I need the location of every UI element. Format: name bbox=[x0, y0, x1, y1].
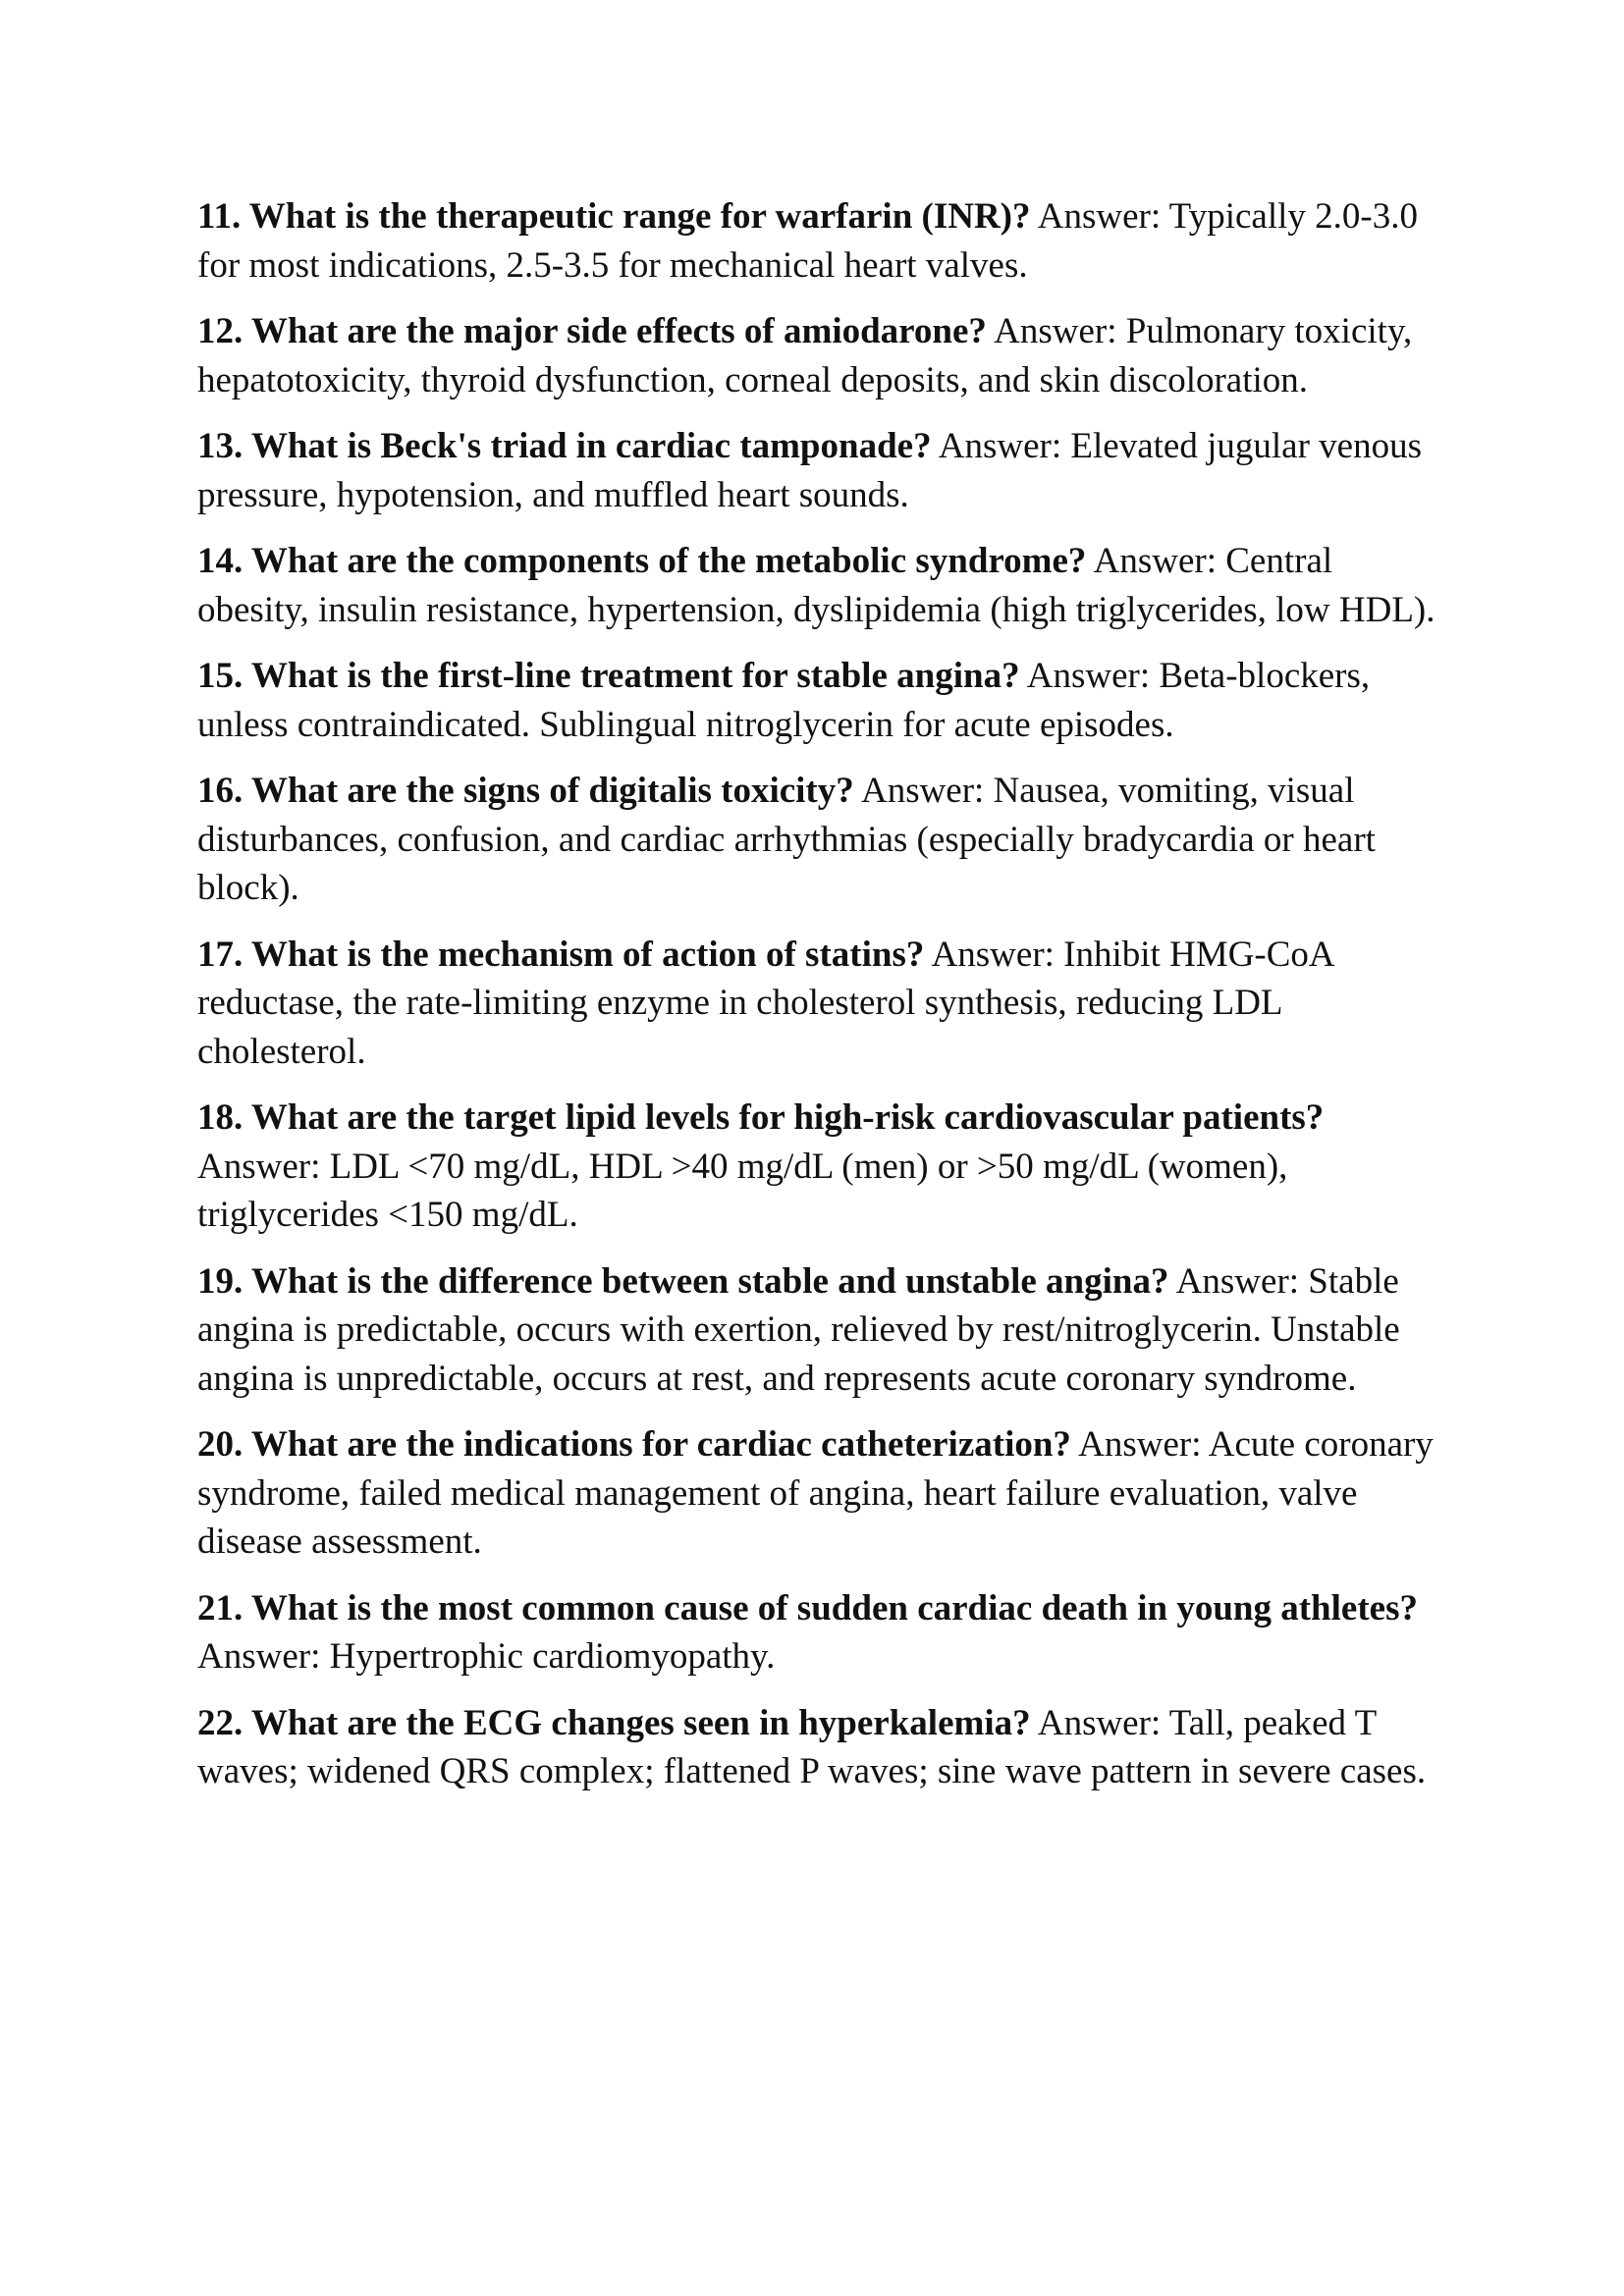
qa-item-12 bbox=[197, 307, 1444, 404]
question-text: 16. What are the signs of digitalis toxicity? bbox=[197, 771, 854, 811]
answer-text: Answer: Inhibit HMG-CoA reductase, the rate-limiting enzyme in cholesterol synthesis, reducing LDL cholesterol. bbox=[197, 934, 1333, 1072]
qa-item-11 bbox=[197, 192, 1444, 290]
document-page bbox=[197, 192, 1444, 1814]
answer-text: Answer: Pulmonary toxicity, hepatotoxicity, thyroid dysfunction, corneal deposits, and skin discoloration. bbox=[197, 311, 1413, 400]
qa-item-22 bbox=[197, 1699, 1444, 1796]
answer-text: Answer: Stable angina is predictable, occurs with exertion, relieved by rest/nitroglycerin. Unstable angina is unpredictable, occurs at rest, and represents acute coronary syndrome. bbox=[197, 1260, 1400, 1399]
question-text: 19. What is the difference between stable and unstable angina? bbox=[197, 1260, 1169, 1302]
qa-item-14 bbox=[197, 537, 1444, 634]
question-text: 15. What is the first-line treatment for stable angina? bbox=[197, 656, 1020, 696]
qa-item-18 bbox=[197, 1094, 1444, 1240]
question-text: 22. What are the ECG changes seen in hyperkalemia? bbox=[197, 1702, 1031, 1743]
question-text: 18. What are the target lipid levels for high-risk cardiovascular patients? bbox=[197, 1097, 1325, 1138]
answer-text: Answer: Beta-blockers, unless contraindicated. Sublingual nitroglycerin for acute episodes. bbox=[197, 656, 1371, 745]
question-text: 13. What is Beck's triad in cardiac tamponade? bbox=[197, 426, 932, 466]
answer-text: Answer: Typically 2.0-3.0 for most indications, 2.5-3.5 for mechanical heart valves. bbox=[197, 196, 1418, 286]
question-text: 17. What is the mechanism of action of statins? bbox=[197, 934, 925, 975]
answer-text: Answer: LDL <70 mg/dL, HDL >40 mg/dL (men) or >50 mg/dL (women), triglycerides <150 mg/dL. bbox=[197, 1146, 1288, 1235]
qa-item-20 bbox=[197, 1420, 1444, 1567]
qa-item-19 bbox=[197, 1257, 1444, 1404]
qa-item-16 bbox=[197, 767, 1444, 913]
question-text: 21. What is the most common cause of sudden cardiac death in young athletes? bbox=[197, 1587, 1418, 1629]
qa-item-17 bbox=[197, 931, 1444, 1077]
question-text: 12. What are the major side effects of amiodarone? bbox=[197, 311, 987, 351]
answer-text: Answer: Nausea, vomiting, visual disturbances, confusion, and cardiac arrhythmias (especially bradycardia or heart block). bbox=[197, 771, 1376, 908]
answer-text: Answer: Central obesity, insulin resistance, hypertension, dyslipidemia (high triglycerides, low HDL). bbox=[197, 541, 1435, 630]
question-text: 20. What are the indications for cardiac catheterization? bbox=[197, 1424, 1071, 1465]
qa-item-21 bbox=[197, 1584, 1444, 1682]
question-text: 11. What is the therapeutic range for warfarin (INR)? bbox=[197, 196, 1031, 237]
answer-text: Answer: Acute coronary syndrome, failed medical management of angina, heart failure evaluation, valve disease assessment. bbox=[197, 1424, 1434, 1562]
qa-item-15 bbox=[197, 652, 1444, 749]
answer-text: Answer: Tall, peaked T waves; widened QRS complex; flattened P waves; sine wave pattern in severe cases. bbox=[197, 1702, 1427, 1791]
qa-item-13 bbox=[197, 422, 1444, 519]
answer-text: Answer: Elevated jugular venous pressure, hypotension, and muffled heart sounds. bbox=[197, 426, 1422, 515]
answer-text: Answer: Hypertrophic cardiomyopathy. bbox=[197, 1636, 776, 1677]
question-text: 14. What are the components of the metabolic syndrome? bbox=[197, 541, 1087, 581]
